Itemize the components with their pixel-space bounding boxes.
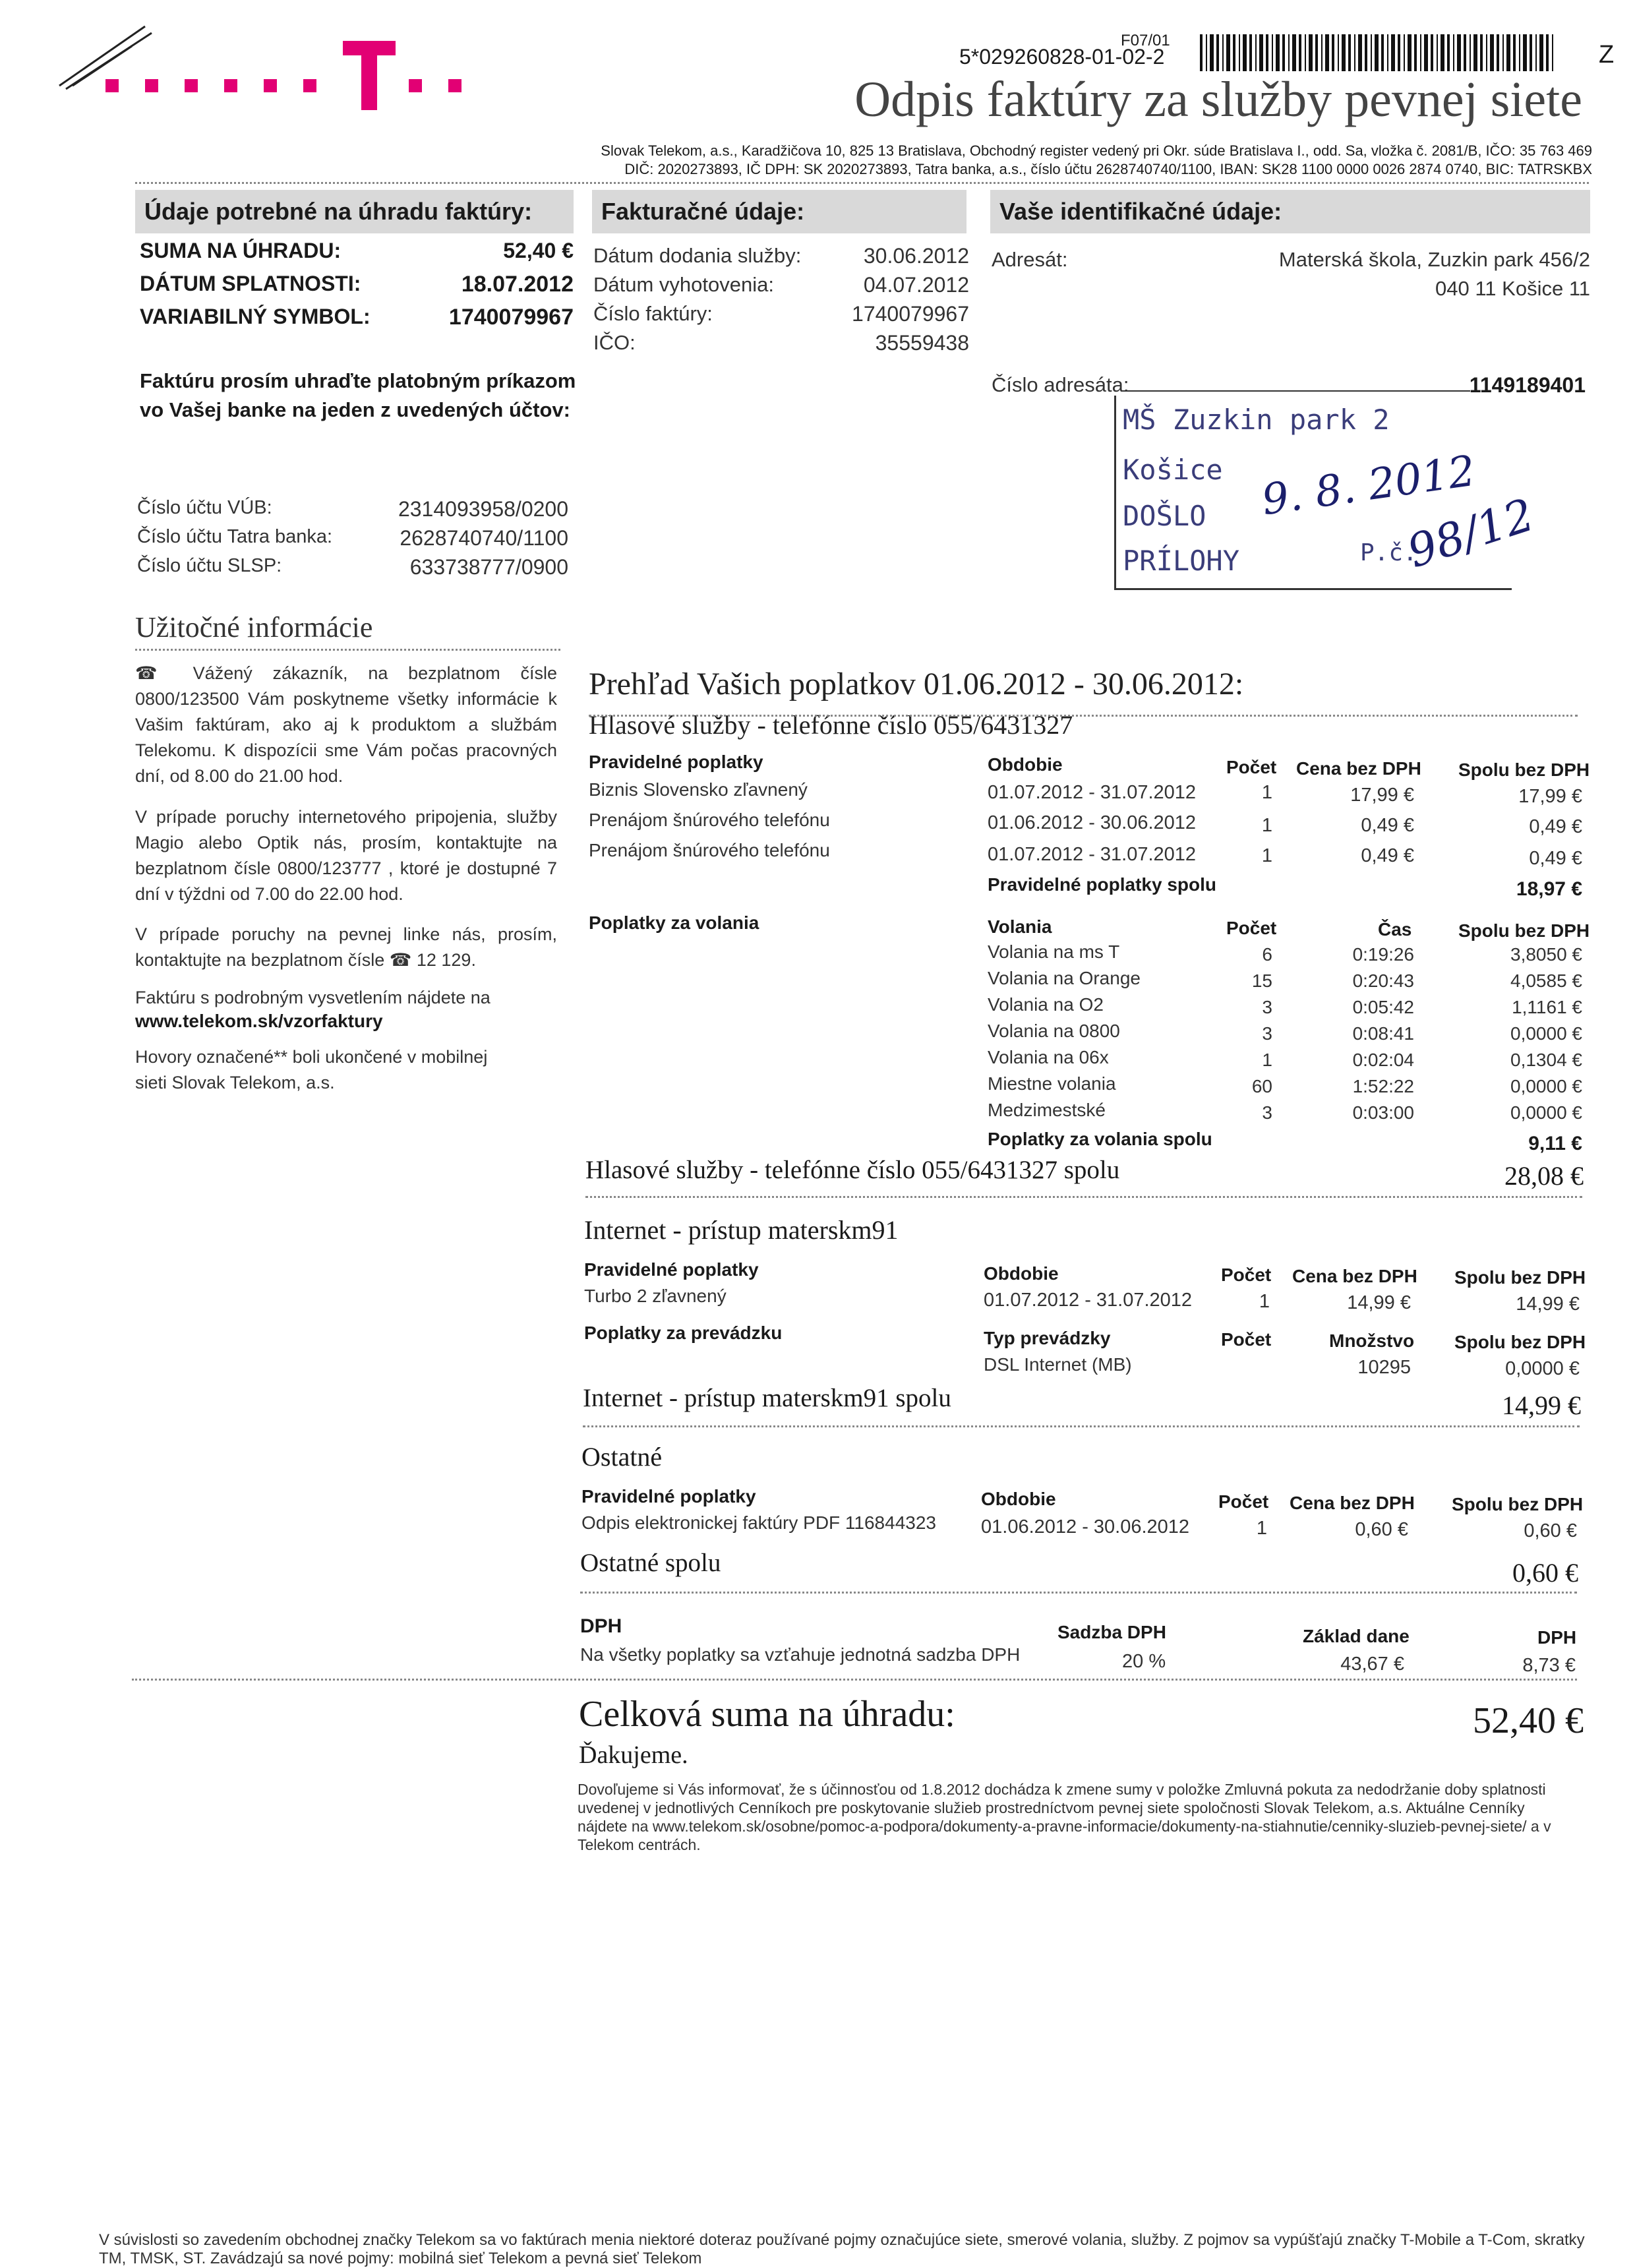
voice-regular-title: Pravidelné poplatky [589,752,763,772]
calls-sum: 9,11 € [1528,1133,1582,1154]
voice-item-3-price: 0,49 € [1361,845,1414,866]
billing-label-invoice: Číslo faktúry: [593,302,713,325]
internet-col-count: Počet [1221,1265,1272,1285]
call-time-1: 0:19:26 [1352,944,1414,965]
stamp-line-3: DOŠLO [1123,500,1206,532]
internet-regular-title: Pravidelné poplatky [584,1259,759,1280]
traffic-title: Poplatky za prevádzku [584,1323,783,1343]
billing-value-issued: 04.07.2012 [863,273,969,297]
call-count-2: 15 [1251,970,1272,991]
call-name-2: Volania na Orange [988,968,1141,988]
voice-item-2-count: 1 [1261,815,1272,836]
info-paragraph-4: Faktúru s podrobným vysvetlením nájdete na [135,988,490,1007]
internet-item-period: 01.07.2012 - 31.07.2012 [984,1290,1193,1311]
other-item-total: 0,60 € [1524,1520,1577,1541]
info-heading: Užitočné informácie [135,611,373,643]
voice-item-1-name: Biznis Slovensko zľavnený [589,779,808,800]
call-total-4: 0,0000 € [1510,1023,1582,1044]
call-total-7: 0,0000 € [1510,1102,1582,1123]
calls-col-time: Čas [1378,919,1412,940]
voice-heading: Hlasové služby - telefónne číslo 055/6431327 [589,710,1073,740]
info-text-1: Vážený zákazník, na bezplatnom čísle 0800/123500 Vám poskytneme všetky informácie k Vašim faktúram, ako aj k produktom a službám Telekomu. K dispozícii sme Vám počas pracovných dní, od 8.00 do 21.00 hod. [135,663,557,786]
calls-title: Poplatky za volania [589,912,759,933]
received-stamp [1114,396,1541,590]
call-total-2: 4,0585 € [1510,970,1582,991]
total-label: Celková suma na úhradu: [579,1694,955,1735]
call-total-5: 0,1304 € [1510,1050,1582,1070]
address-line-2: 040 11 Košice 11 [1435,277,1590,300]
vat-base: 43,67 € [1340,1654,1404,1675]
call-name-3: Volania na O2 [988,994,1104,1015]
call-count-7: 3 [1262,1102,1272,1123]
stamp-line-1: MŠ Zuzkin park 2 [1123,403,1390,436]
info-paragraph-2: V prípade poruchy internetového pripojenia, služby Magio alebo Optik nás, prosím, kontaktujte na bezplatnom čísle 0800/123777 , ktoré je dostupné 7 dní v týždni od 7.00 do 22.00 hod. [135,807,557,904]
internet-item-count: 1 [1259,1291,1270,1312]
voice-item-2-name: Prenájom šnúrového telefónu [589,810,830,830]
account-label-tatra: Číslo účtu Tatra banka: [137,526,333,547]
telekom-logo [86,40,508,112]
other-item-name: Odpis elektronickej faktúry PDF 116844323 [581,1512,936,1533]
voice-divider [589,715,1578,717]
voice-item-2-total: 0,49 € [1529,816,1582,837]
internet-item-total: 14,99 € [1516,1294,1580,1315]
account-value-vub: 2314093958/0200 [398,497,568,521]
phone-icon: ☎ [135,663,193,683]
internet-col-period: Obdobie [984,1263,1059,1284]
call-name-6: Miestne volania [988,1073,1116,1094]
billing-label-delivery: Dátum dodania služby: [593,244,802,267]
info-divider [135,649,560,651]
payment-label-vs: VARIABILNÝ SYMBOL: [140,305,371,328]
internet-section-sum: 14,99 € [1502,1390,1581,1420]
barcode [1200,34,1556,71]
call-total-3: 1,1161 € [1512,997,1582,1017]
voice-regular-sum-label: Pravidelné poplatky spolu [988,874,1216,895]
identification-heading: Vaše identifikačné údaje: [990,190,1590,233]
internet-item-name: Turbo 2 zľavnený [584,1286,727,1306]
col-price: Cena bez DPH [1296,758,1421,779]
account-label-vub: Číslo účtu VÚB: [137,497,272,518]
voice-item-1-price: 17,99 € [1350,785,1414,806]
billing-value-ico: 35559438 [875,331,969,355]
call-count-5: 1 [1262,1050,1272,1070]
footer-line-2: TM, TMSK, ST. Zavádzajú sa nové pojmy: mobilná sieť Telekom a pevná sieť Telekom [99,2250,702,2267]
other-heading: Ostatné [581,1442,663,1472]
vat-title: DPH [580,1615,622,1637]
handwritten-number: 98/12 [1401,489,1541,579]
voice-item-1-total: 17,99 € [1518,786,1582,807]
other-section-sum: 0,60 € [1512,1558,1578,1588]
call-time-2: 0:20:43 [1352,970,1414,991]
traffic-amount: 10295 [1357,1357,1411,1378]
document-title: Odpis faktúry za služby pevnej siete [854,72,1582,127]
other-col-price: Cena bez DPH [1290,1493,1415,1513]
other-col-period: Obdobie [981,1489,1056,1509]
voice-item-1-count: 1 [1261,782,1272,803]
call-count-1: 6 [1262,944,1272,965]
payment-value-sum: 52,40 € [503,239,574,262]
overview-heading: Prehľad Vašich poplatkov 01.06.2012 - 30.06.2012: [589,667,1244,701]
form-code: F07/01 [1121,32,1170,49]
vat-amount: 8,73 € [1522,1655,1576,1676]
voice-section-sum: 28,08 € [1504,1161,1584,1191]
vat-amount-label: DPH [1537,1627,1577,1648]
internet-section-sum-label: Internet - prístup materskm91 spolu [583,1384,951,1412]
voice-item-3-name: Prenájom šnúrového telefónu [589,840,830,860]
account-value-tatra: 2628740740/1100 [400,526,568,550]
stamp-line-4: PRÍLOHY [1123,545,1240,577]
voice-item-3-period: 01.07.2012 - 31.07.2012 [988,844,1197,865]
call-total-1: 3,8050 € [1510,944,1582,965]
traffic-col-total: Spolu bez DPH [1454,1332,1586,1352]
payment-label-sum: SUMA NA ÚHRADU: [140,239,342,262]
handwritten-date: 9. 8. 2012 [1259,446,1479,525]
info-paragraph-5: Hovory označené** boli ukončené v mobilnej sieti Slovak Telekom, a.s. [135,1047,488,1092]
billing-heading: Fakturačné údaje: [592,190,966,233]
voice-item-3-total: 0,49 € [1529,848,1582,869]
col-count: Počet [1226,757,1277,777]
billing-value-delivery: 30.06.2012 [863,244,969,268]
other-item-price: 0,60 € [1355,1519,1408,1540]
other-regular-title: Pravidelné poplatky [581,1486,756,1507]
traffic-col-amount: Množstvo [1329,1330,1415,1351]
voice-regular-sum: 18,97 € [1516,878,1582,900]
internet-item-price: 14,99 € [1347,1292,1411,1313]
voice-item-2-period: 01.06.2012 - 30.06.2012 [988,812,1197,833]
call-time-3: 0:05:42 [1352,997,1414,1017]
call-name-4: Volania na 0800 [988,1021,1120,1041]
payment-instruction-1: Faktúru prosím uhraďte platobným príkazom [140,369,576,392]
internet-sum-divider [583,1425,1580,1427]
stamp-line-2: Košice [1123,454,1223,486]
other-sum-divider [580,1592,1577,1594]
document-number: 5*029260828-01-02-2 [959,45,1165,69]
call-count-4: 3 [1262,1023,1272,1044]
call-name-1: Volania na ms T [988,941,1120,962]
company-line-1: Slovak Telekom, a.s., Karadžičova 10, 825 13 Bratislava, Obchodný register vedený pri Okr. súde Bratislava I., odd. Sa, vložka č. 2081/B, IČO: 35 763 469 [601,142,1592,159]
calls-col-name: Volania [988,916,1052,937]
vat-divider [132,1679,1577,1681]
voice-sum-divider [585,1196,1582,1198]
traffic-col-count: Počet [1221,1329,1272,1350]
call-name-5: Volania na 06x [988,1047,1109,1067]
payment-label-due: DÁTUM SPLATNOSTI: [140,272,361,295]
footer-line-1: V súvislosti so zavedením obchodnej značky Telekom sa vo faktúrach menia niektoré doteraz používané pojmy označujúce siete, smerové volania, služby. Z pojmov sa vypúšťajú značky T-Mobile a T-Com, skratky [99,2231,1585,2249]
col-period: Obdobie [988,754,1063,775]
call-name-7: Medzimestské [988,1100,1106,1120]
internet-col-price: Cena bez DPH [1292,1266,1417,1286]
payment-value-due: 18.07.2012 [461,272,574,297]
call-total-6: 0,0000 € [1510,1076,1582,1096]
internet-col-total: Spolu bez DPH [1454,1267,1586,1288]
other-col-count: Počet [1218,1491,1269,1512]
info-link[interactable]: www.telekom.sk/vzorfaktury [135,1011,383,1031]
traffic-name: DSL Internet (MB) [984,1354,1132,1375]
info-paragraph-1 [135,661,557,789]
call-time-6: 1:52:22 [1352,1076,1414,1096]
call-count-6: 60 [1251,1076,1272,1096]
other-item-count: 1 [1256,1518,1267,1539]
billing-label-ico: IČO: [593,331,636,354]
internet-heading: Internet - prístup materskm91 [584,1215,899,1245]
vat-text: Na všetky poplatky sa vzťahuje jednotná sadzba DPH [580,1644,1021,1665]
other-section-sum-label: Ostatné spolu [580,1549,721,1577]
corner-letter: Z [1599,41,1615,69]
calls-col-total: Spolu bez DPH [1458,920,1590,941]
calls-col-count: Počet [1226,918,1277,938]
info-paragraph-3: V prípade poruchy na pevnej linke nás, prosím, kontaktujte na bezplatnom čísle ☎ 12 129. [135,924,557,970]
traffic-col-type: Typ prevádzky [984,1328,1111,1348]
vat-rate-label: Sadzba DPH [1057,1622,1166,1642]
header-divider [135,182,1589,184]
call-count-3: 3 [1262,997,1272,1017]
voice-item-3-count: 1 [1261,845,1272,866]
vat-base-label: Základ dane [1303,1626,1410,1646]
other-col-total: Spolu bez DPH [1452,1494,1584,1514]
call-time-5: 0:02:04 [1352,1050,1414,1070]
call-time-4: 0:08:41 [1352,1023,1414,1044]
recipient-label: Číslo adresáta: [992,373,1129,396]
calls-sum-label: Poplatky za volania spolu [988,1129,1212,1149]
billing-value-invoice: 1740079967 [852,302,969,326]
other-item-period: 01.06.2012 - 30.06.2012 [981,1516,1190,1537]
col-total: Spolu bez DPH [1458,760,1590,780]
thanks: Ďakujeme. [579,1741,688,1769]
payment-heading: Údaje potrebné na úhradu faktúry: [135,190,574,233]
payment-instruction-2: vo Vašej banke na jeden z uvedených účtov: [140,398,570,421]
call-time-7: 0:03:00 [1352,1102,1414,1123]
voice-item-2-price: 0,49 € [1361,815,1414,836]
account-value-slsp: 633738777/0900 [409,555,568,579]
vat-rate: 20 % [1122,1651,1166,1672]
company-line-2: DIČ: 2020273893, IČ DPH: SK 2020273893, Tatra banka, a.s., číslo účtu 2628740740/1100, IBAN: SK28 1100 0000 0026 2874 0740, BIC: TATRSKBX [624,161,1592,177]
recipient-value: 1149189401 [1469,373,1586,397]
address-label: Adresát: [992,248,1068,271]
notice-text: Dovoľujeme si Vás informovať, že s účinnosťou od 1.8.2012 dochádza k zmene sumy v položke Zmluvná pokuta za nedodržanie doby splatnosti uvedenej v jednotlivých Cenníkoch pre poskytovanie služieb prostredníctvom pevnej siete spoločnosti Slovak Telekom, a.s. Aktuálne Cenníky nájdete na www.telekom.sk/osobne/pomoc-a-podpora/dokumenty-a-pravne-informacie/dokumenty-na-stiahnutie/cenniky-sluzieb-pevnej-siete/ a v Telekom centrách. [578,1781,1551,1853]
voice-section-sum-label: Hlasové služby - telefónne číslo 055/6431327 spolu [585,1156,1120,1184]
stamp-pc: P.č. [1360,539,1417,566]
address-line-1: Materská škola, Zuzkin park 456/2 [1278,248,1590,271]
voice-item-1-period: 01.07.2012 - 31.07.2012 [988,782,1197,803]
traffic-total: 0,0000 € [1505,1358,1580,1379]
account-label-slsp: Číslo účtu SLSP: [137,555,282,576]
payment-value-vs: 1740079967 [448,305,574,330]
billing-label-issued: Dátum vyhotovenia: [593,273,774,296]
total-amount: 52,40 € [1473,1700,1584,1741]
